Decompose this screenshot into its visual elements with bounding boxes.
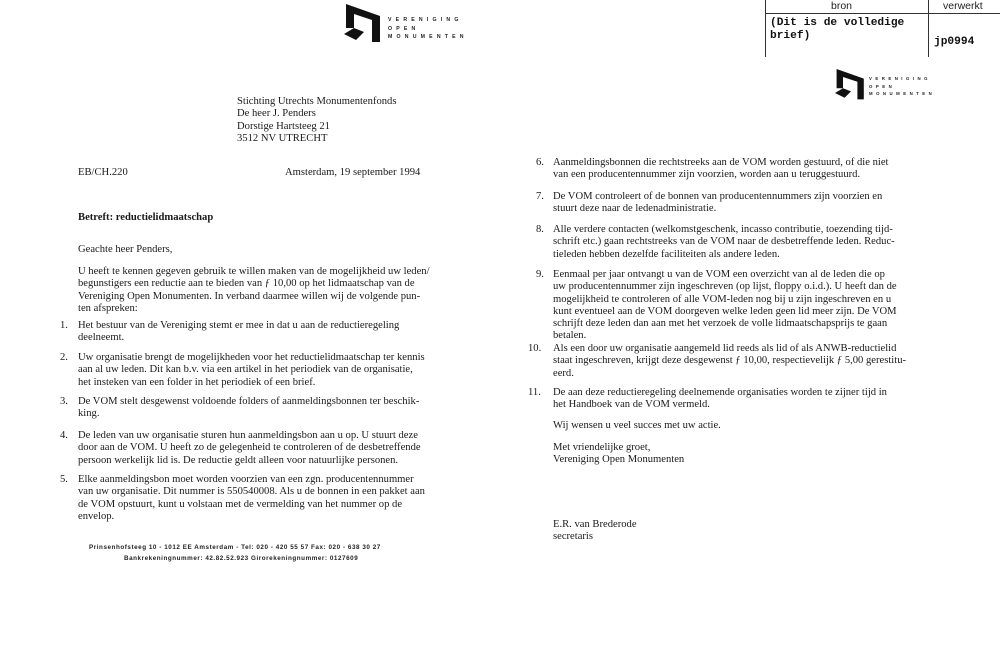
signer-name: E.R. van Brederode <box>553 519 637 530</box>
item-line: betalen. <box>553 330 587 342</box>
item-number: 8. <box>536 224 544 235</box>
place-date: Amsterdam, 19 september 1994 <box>285 167 421 178</box>
logo-text-line1: VERENIGING <box>388 17 463 23</box>
item-number: 4. <box>60 430 68 441</box>
stamp-divider <box>765 13 1000 14</box>
item-line: De aan deze reductieregeling deelnemende organisaties worden te zijner tijd in <box>553 387 887 398</box>
item-line: Alle verdere contacten (welkomstgeschenk, incasso contributie, toezending tijd- <box>553 224 893 235</box>
stamp-header-processed: verwerkt <box>943 0 983 12</box>
recipient-address <box>237 96 396 145</box>
item-number: 2. <box>60 352 68 363</box>
intro-line: ten afspreken: <box>78 302 138 314</box>
item-number: 3. <box>60 396 68 407</box>
item-line: Uw organisatie brengt de mogelijkheden voor het reductielidmaatschap ter kennis <box>78 352 425 363</box>
item-line: van uw organisatie. Dit nummer is 550540008. Als u de bonnen in een pakket aan <box>78 486 425 498</box>
logo-text-line2: OPEN <box>388 25 420 32</box>
closing-organisation: Vereniging Open Monumenten <box>553 454 685 465</box>
item-line: Het bestuur van de Vereniging stemt er mee in dat u aan de reductieregeling <box>78 320 400 331</box>
item-line: deelneemt. <box>78 332 125 344</box>
item-line: door aan de VOM. U heeft zo de gelegenheid te controleren of de desbetreffende <box>78 442 421 454</box>
item-line: Aanmeldingsbonnen die rechtstreeks aan de VOM worden gestuurd, of die niet <box>553 157 889 168</box>
intro-line: Vereniging Open Monumenten. In verband daarmee willen wij de volgende pun- <box>78 290 421 302</box>
recipient-line: Dorstige Hartsteeg 21 <box>237 120 330 132</box>
recipient-line: 3512 NV UTRECHT <box>237 132 328 144</box>
item-number: 1. <box>60 320 68 331</box>
item-line: schrijft deze leden dan aan met het verzoek de volle lidmaatschapsprijs te gaan <box>553 318 888 330</box>
intro-paragraph <box>78 266 430 315</box>
stamp-divider <box>928 0 929 57</box>
vom-logo <box>835 69 935 101</box>
vom-logo <box>344 4 468 44</box>
item-line: de VOM opstuurt, kunt u volstaan met de vermelding van het nummer op de <box>78 498 403 510</box>
item-line: Als een door uw organisatie aangemeld lid reeds als lid of als ANWB-reductielid <box>553 343 897 354</box>
item-line: De VOM stelt desgewenst voldoende folders of aanmeldingsbonnen ter beschik- <box>78 396 420 407</box>
footer-address: Prinsenhofsteeg 10 - 1012 EE Amsterdam - Tel: 020 - 420 55 57 Fax: 020 - 638 30 27 <box>89 544 381 551</box>
item-number: 6. <box>536 157 544 168</box>
item-number: 9. <box>536 269 544 280</box>
item-line: mogelijkheid te controleren of alle VOM-leden nog bij u zijn ingeschreven en u <box>553 293 892 305</box>
item-line: De leden van uw organisatie sturen hun aanmeldingsbon aan u op. U stuurt deze <box>78 430 418 441</box>
item-line: staat ingeschreven, krijgt deze desgewenst ƒ 10,00, respectievelijk ƒ 5,00 gerestitu- <box>553 355 907 367</box>
stamp-source-line1: (Dit is de volledige <box>770 17 905 29</box>
item-line: het insteken van een folder in het periodiek of een brief. <box>78 376 316 388</box>
item-line: De VOM controleert of de bonnen van producentennummers zijn voorzien en <box>553 191 883 202</box>
item-line: Eenmaal per jaar ontvangt u van de VOM een overzicht van al de leden die op <box>553 269 885 280</box>
intro-line: begunstigers een reductie aan te bieden van ƒ 10,00 op het lidmaatschap van de <box>78 278 415 290</box>
item-line: van een producentennummer zijn voorzien, worden aan u teruggestuurd. <box>553 169 861 181</box>
subject-line: Betreft: reductielidmaatschap <box>78 212 214 223</box>
item-number: 10. <box>528 343 542 354</box>
item-line: persoon werkelijk lid is. De reductie geldt alleen voor natuurlijke personen. <box>78 454 399 466</box>
item-line: uw producentennummer zijn ingeschreven (op lijst, floppy o.i.d.). U heeft dan de <box>553 281 897 293</box>
archive-stamp-table <box>765 0 1000 57</box>
signer-title: secretaris <box>553 531 593 542</box>
item-line: het Handboek van de VOM vermeld. <box>553 399 710 411</box>
item-line: envelop. <box>78 510 115 522</box>
reference-code: EB/CH.220 <box>78 167 128 178</box>
item-line: aan al uw leden. Dit kan b.v. via een artikel in het periodiek van de organisatie, <box>78 364 413 376</box>
stamp-divider <box>765 0 766 57</box>
item-number: 7. <box>536 191 544 202</box>
stamp-processed-value: jp0994 <box>934 36 975 48</box>
stamp-source-line2: brief) <box>770 30 811 42</box>
item-line: Elke aanmeldingsbon moet worden voorzien van een zgn. producentennummer <box>78 474 414 485</box>
item-number: 11. <box>528 387 541 398</box>
vom-logo-mark-icon <box>835 69 867 101</box>
item-number: 5. <box>60 474 68 485</box>
closing-wish: Wij wensen u veel succes met uw actie. <box>553 420 721 431</box>
intro-line: U heeft te kennen gegeven gebruik te willen maken van de mogelijkheid uw leden/ <box>78 266 430 277</box>
item-line: schrift etc.) gaan rechtstreeks van de VOM naar de desbetreffende leden. Reduc- <box>553 236 895 248</box>
item-line: tieleden hebben dezelfde faciliteiten als andere leden. <box>553 248 780 260</box>
logo-text-line3: MONUMENTEN <box>869 91 936 96</box>
logo-text-line1: VERENIGING <box>869 76 931 81</box>
footer-bank: Bankrekeningnummer: 42.82.52.923 Girorekeningnummer: 0127609 <box>124 555 359 562</box>
item-line: king. <box>78 408 100 420</box>
logo-text-line3: MONUMENTEN <box>388 34 468 41</box>
stamp-header-source: bron <box>831 0 853 12</box>
vom-logo-mark-icon <box>344 4 384 44</box>
salutation: Geachte heer Penders, <box>78 244 173 255</box>
logo-text-line2: OPEN <box>869 83 896 89</box>
item-line: eerd. <box>553 367 574 379</box>
recipient-line: De heer J. Penders <box>237 108 316 120</box>
closing-greeting: Met vriendelijke groet, <box>553 442 651 453</box>
recipient-line: Stichting Utrechts Monumentenfonds <box>237 96 397 107</box>
item-line: stuurt deze naar de ledenadministratie. <box>553 203 717 215</box>
item-line: kunt eventueel aan de VOM doorgeven welke leden geen lid meer zijn. De VOM <box>553 305 897 317</box>
